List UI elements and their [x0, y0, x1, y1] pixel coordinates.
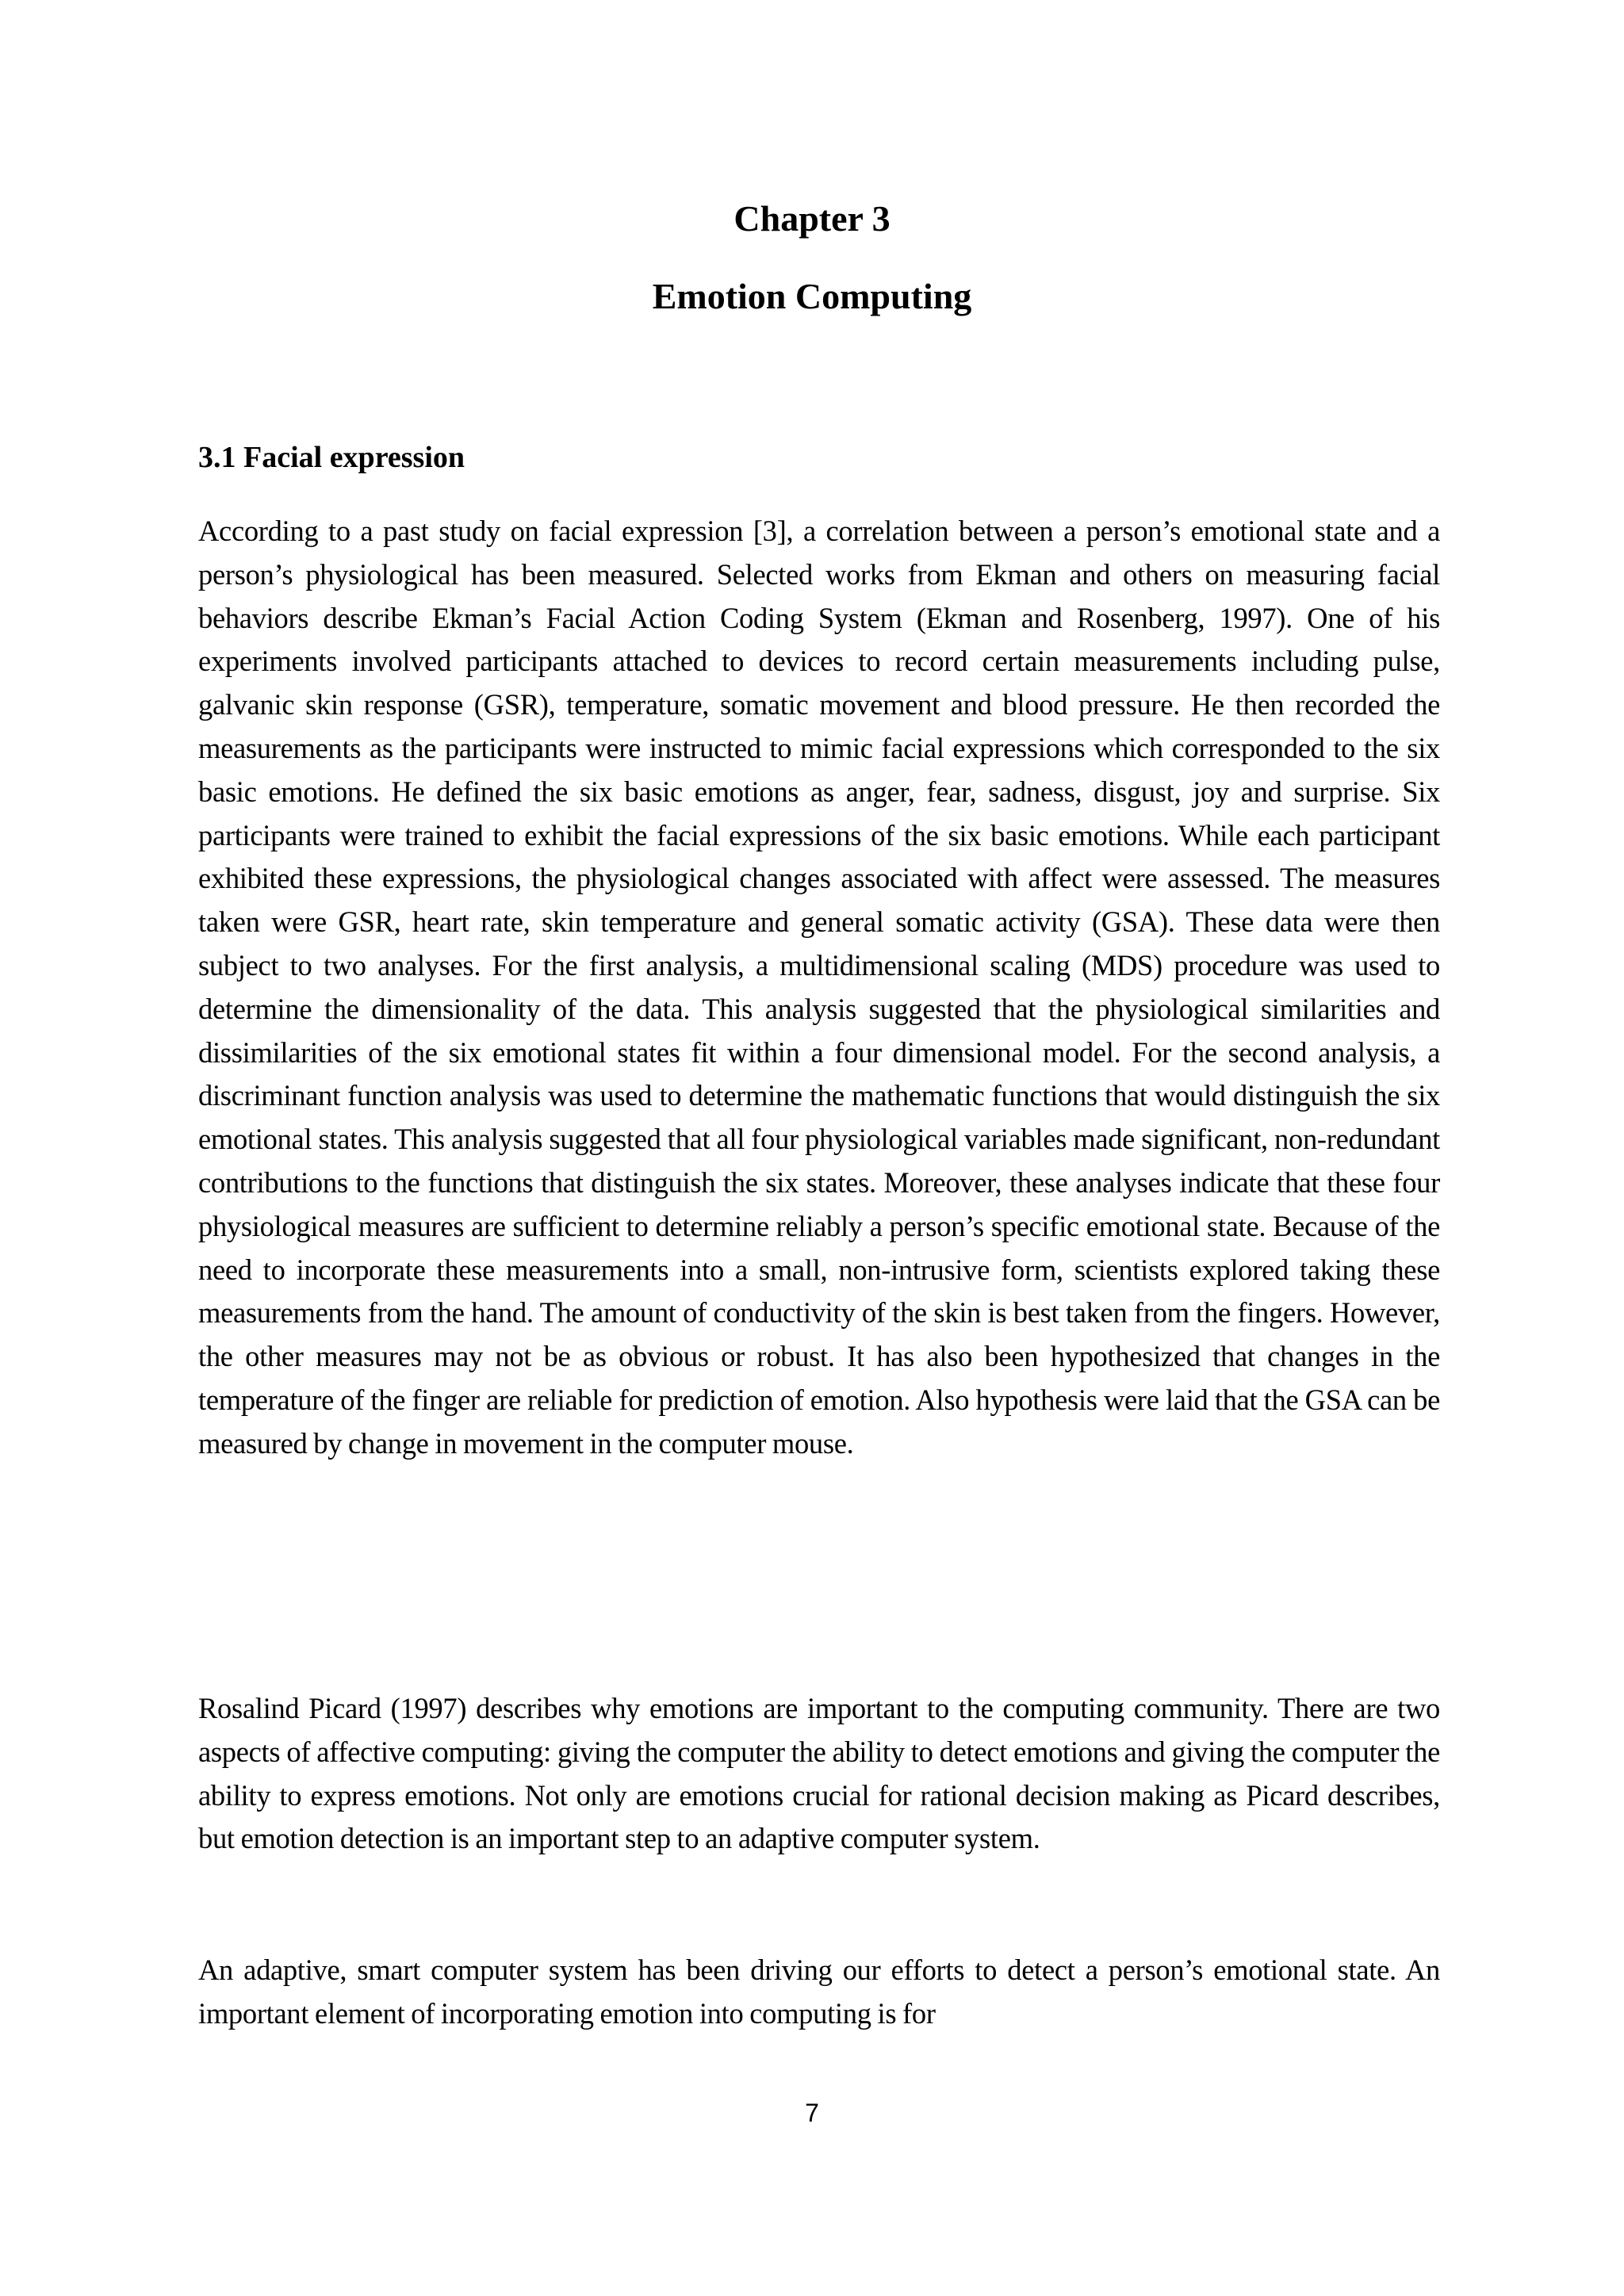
- chapter-title: Emotion Computing: [652, 276, 972, 316]
- chapter-number: Chapter 3: [733, 198, 891, 239]
- section-heading: 3.1 Facial expression: [198, 441, 465, 474]
- page-number: 7: [805, 2099, 819, 2127]
- body-paragraph: According to a past study on facial expression [3], a correlation between a person’s emotional state and a person’s physiological has been measured. Selected works from Ekman and others on measuring facial behaviors describe Ekman’s Facial Action Coding System (Ekman and Rosenberg, 1997). One of his experiments involved participants attached to devices to record certain measurements including pulse, galvanic skin response (GSR), temperature, somatic movement and blood pressure. He then recorded the measurements as the participants were instructed to mimic facial expressions which corresponded to the six basic emotions. He defined the six basic emotions as anger, fear, sadness, disgust, joy and surprise. Six participants were trained to exhibit the facial expressions of the six basic emotions. While each participant exhibited these expressions, the physiological changes associated with affect were assessed. The measures taken were GSR, heart rate, skin temperature and general somatic activity (GSA). These data were then subject to two analyses. For the first analysis, a multidimensional scaling (MDS) procedure was used to determine the dimensionality of the data. This analysis suggested that the physiological similarities and dissimilarities of the six emotional states fit within a four dimensional model. For the second analysis, a discriminant function analysis was used to determine the mathematic functions that would distinguish the six emotional states. This analysis suggested that all four physiological variables made significant, non-redundant contributions to the functions that distinguish the six states. Moreover, these analyses indicate that these four physiological measures are sufficient to determine reliably a person’s specific emotional state. Because of the need to incorporate these measurements into a small, non-intrusive form, scientists explored taking these measurements from the hand. The amount of conductivity of the skin is best taken from the fingers. However, the other measures may not be as obvious or robust. It has also been hypothesized that changes in the temperature of the finger are reliable for prediction of emotion. Also hypothesis were laid that the GSA can be measured by change in movement in the computer mouse.: [198, 515, 1440, 1460]
- body-paragraph: An adaptive, smart computer system has been driving our efforts to detect a person’s emotional state. An important element of incorporating emotion into computing is for: [198, 1954, 1440, 2030]
- body-paragraph: Rosalind Picard (1997) describes why emotions are important to the computing community. There are two aspects of affective computing: giving the computer the ability to detect emotions and giving the computer the ability to express emotions. Not only are emotions crucial for rational decision making as Picard describes, but emotion detection is an important step to an adaptive computer system.: [198, 1692, 1440, 1855]
